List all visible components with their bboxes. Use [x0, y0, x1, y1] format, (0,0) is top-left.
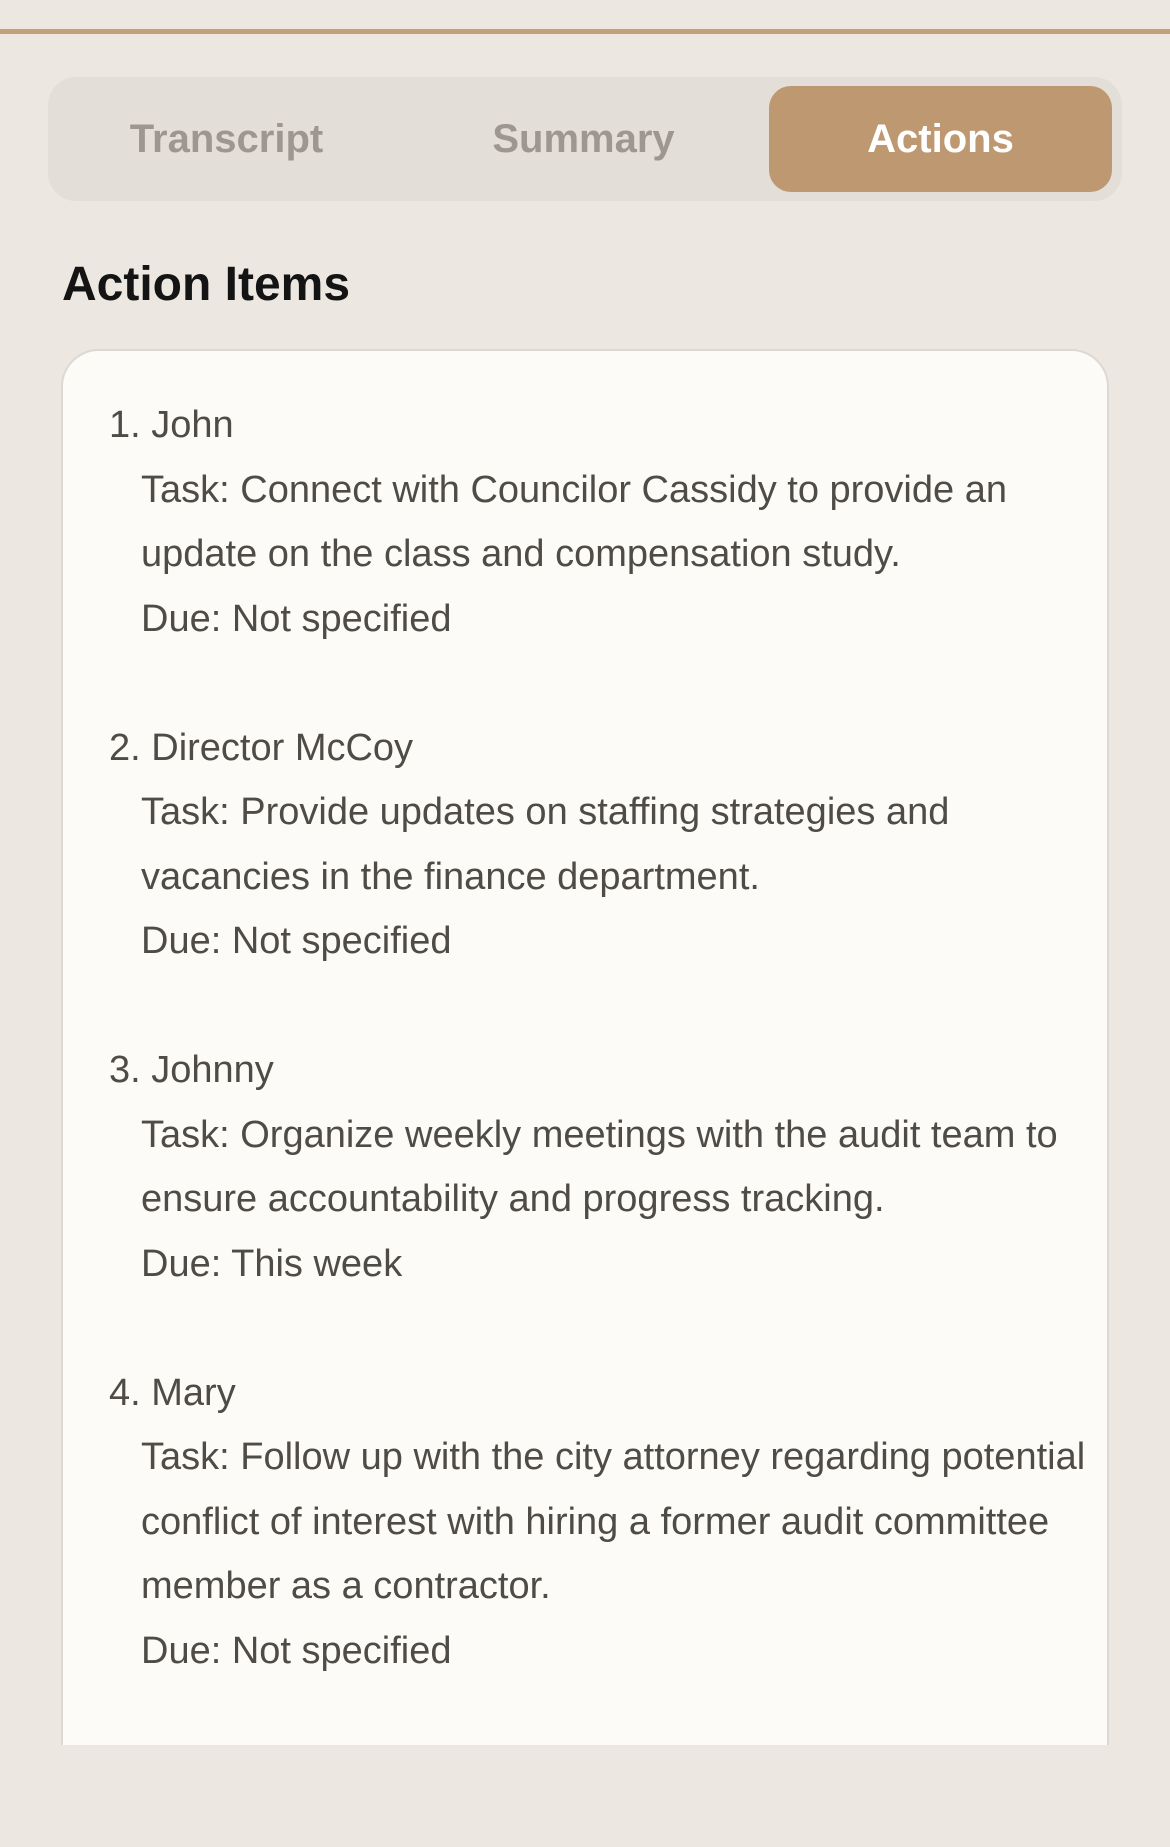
action-item-due: Due: This week	[141, 1242, 403, 1285]
action-item-task: Task: Follow up with the city attorney regarding potential conflict of interest with hiring a former audit committee member as a contractor.	[141, 1436, 1086, 1607]
action-item-due: Due: Not specified	[141, 597, 452, 640]
action-items-card[interactable]	[61, 349, 1109, 1847]
tab-transcript[interactable]: Transcript	[129, 116, 324, 161]
tab-summary[interactable]: Summary	[492, 116, 675, 161]
action-item	[109, 393, 1089, 651]
bottom-fade-area	[0, 1745, 1170, 1847]
tab-actions[interactable]: Actions	[769, 86, 1112, 192]
action-item-header: 4. Mary	[109, 1371, 236, 1414]
action-item	[109, 1361, 1089, 1684]
action-item-task: Task: Connect with Councilor Cassidy to provide an update on the class and compensation study.	[141, 468, 1007, 575]
action-item-task: Task: Provide updates on staffing strategies and vacancies in the finance department.	[141, 791, 950, 898]
action-item-task: Task: Organize weekly meetings with the audit team to ensure accountability and progress tracking.	[141, 1113, 1058, 1220]
header-divider	[0, 29, 1170, 34]
action-item-header: 1. John	[109, 404, 234, 446]
action-item-due: Due: Not specified	[141, 920, 452, 962]
section-title: Action Items	[62, 258, 351, 311]
action-item-due: Due: Not specified	[141, 1629, 452, 1672]
tab-bar	[48, 77, 1122, 201]
action-item	[109, 1038, 1089, 1296]
action-item-header: 2. Director McCoy	[109, 726, 414, 769]
action-item-header: 3. Johnny	[109, 1049, 274, 1091]
action-item	[109, 716, 1089, 974]
action-items-list	[109, 393, 1089, 1748]
